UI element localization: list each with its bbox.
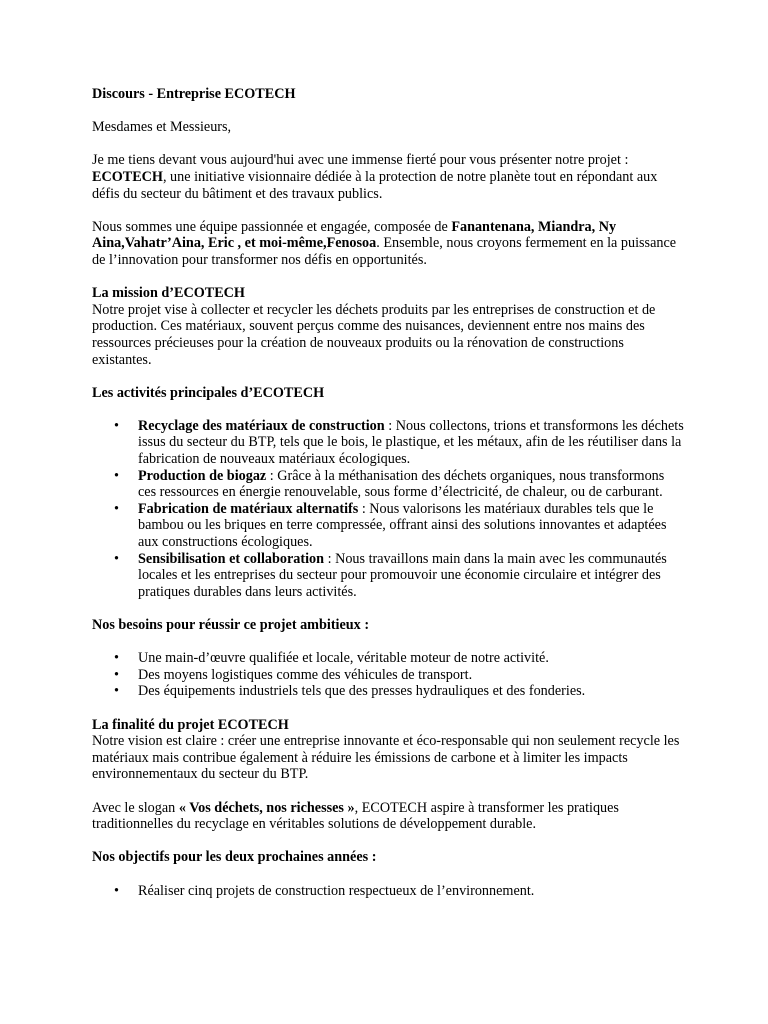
list-item: [92, 650, 684, 667]
team-paragraph: [92, 219, 684, 269]
list-item: [92, 667, 684, 684]
mission-text: Notre projet vise à collecter et recycler les déchets produits par les entreprises de construction et de production. Ces matériaux, souvent perçus comme des nuisances, deviennent entre nos mains des ressources précieuses pour la création de nouveaux produits ou la rénovation de constructions existantes.: [92, 301, 656, 368]
objective-text: Réaliser cinq projets de construction respectueux de l’environnement.: [138, 882, 535, 899]
finality-heading: La finalité du projet ECOTECH: [92, 716, 289, 733]
list-item: [92, 418, 684, 468]
list-item: [92, 683, 684, 700]
activity-text: : Grâce à la méthanisation des déchets organiques, nous transformons ces ressources en énergie renouvelable, sous forme d’électricité, de chaleur, ou de carburant.: [138, 467, 665, 501]
need-text: Des équipements industriels tels que des presses hydrauliques et des fonderies.: [138, 683, 586, 700]
objectives-heading: Nos objectifs pour les deux prochaines années :: [92, 849, 377, 866]
mission-heading: La mission d’ECOTECH: [92, 285, 245, 302]
intro-paragraph: [92, 152, 684, 202]
activities-list: [92, 418, 684, 601]
list-item: [92, 883, 684, 900]
activity-title: Fabrication de matériaux alternatifs: [138, 500, 359, 517]
activity-text: : Nous valorisons les matériaux durables tels que le bambou ou les briques en terre compressée, offrant ainsi des solutions innovantes et adaptées aux constructions écologiques.: [138, 500, 667, 551]
team-names: Fanantenana, Miandra, Ny Aina,Vahatr’Aina, Eric , et moi-même,Fenosoa: [92, 218, 617, 252]
need-text: Des moyens logistiques comme des véhicules de transport.: [138, 666, 473, 683]
bullet-icon: •: [114, 550, 119, 567]
finality-text: Notre vision est claire : créer une entreprise innovante et éco-responsable qui non seulement recycle les matériaux mais contribue également à réduire les émissions de carbone et à limiter les impacts environnementaux du secteur du BTP.: [92, 733, 680, 783]
needs-list: [92, 650, 684, 700]
bullet-icon: •: [114, 882, 119, 899]
team-text-2: . Ensemble, nous croyons fermement en la puissance de l’innovation pour transformer nos défis en opportunités.: [92, 235, 677, 268]
activity-title: Recyclage des matériaux de construction: [138, 417, 385, 434]
bullet-icon: •: [114, 666, 119, 683]
activity-text: : Nous collectons, trions et transformons les déchets issus du secteur du BTP, tels que le bois, le plastique, et les métaux, afin de les réutiliser dans la fabrication de nouveaux matériaux écologiques.: [138, 417, 684, 468]
team-text-1: Nous sommes une équipe passionnée et engagée, composée de: [92, 218, 452, 235]
intro-text-1: Je me tiens devant vous aujourd'hui avec une immense fierté pour vous présenter notre projet :: [92, 152, 629, 169]
need-text: Une main-d’œuvre qualifiée et locale, véritable moteur de notre activité.: [138, 650, 549, 667]
intro-text-2: , une initiative visionnaire dédiée à la protection de notre planète tout en répondant aux défis du secteur du bâtiment et des travaux publics.: [92, 168, 658, 202]
activity-text: : Nous travaillons main dans la main avec les communautés locales et les entreprises du secteur pour promouvoir une économie circulaire et intégrer des pratiques durables dans leurs activités.: [138, 550, 667, 600]
activity-title: Sensibilisation et collaboration: [138, 550, 325, 567]
list-item: [92, 501, 684, 551]
greeting: Mesdames et Messieurs,: [92, 119, 232, 136]
bullet-icon: •: [114, 683, 119, 700]
intro-brand: ECOTECH: [92, 168, 163, 185]
activity-title: Production de biogaz: [138, 467, 267, 484]
bullet-icon: •: [114, 417, 119, 434]
document-page: [92, 86, 684, 899]
activities-heading: Les activités principales d’ECOTECH: [92, 384, 325, 401]
slogan-text-1: Avec le slogan: [92, 799, 179, 816]
bullet-icon: •: [114, 650, 119, 667]
bullet-icon: •: [114, 467, 119, 484]
document-title: Discours - Entreprise ECOTECH: [92, 86, 296, 102]
list-item: [92, 468, 684, 501]
bullet-icon: •: [114, 500, 119, 517]
slogan-paragraph: [92, 800, 684, 833]
list-item: [92, 551, 684, 601]
slogan-quote: « Vos déchets, nos richesses »: [178, 799, 355, 816]
objectives-list: [92, 883, 684, 900]
slogan-text-2: , ECOTECH aspire à transformer les pratiques traditionnelles du recyclage en véritables solutions de développement durable.: [92, 799, 619, 833]
needs-heading: Nos besoins pour réussir ce projet ambitieux :: [92, 617, 370, 633]
